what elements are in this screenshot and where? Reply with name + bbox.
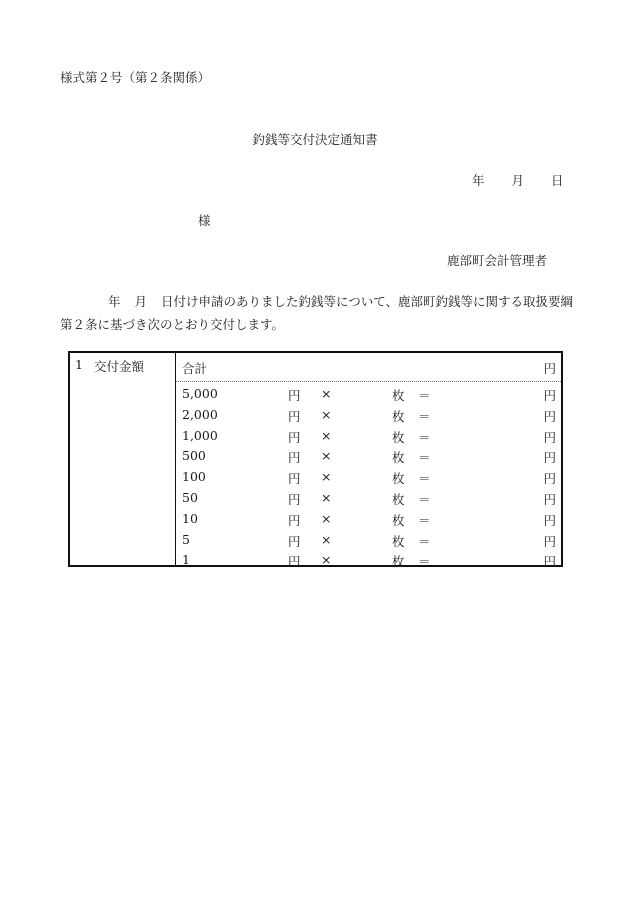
denomination-row: [176, 508, 561, 529]
denomination-value: 1,000: [182, 427, 218, 443]
denomination-value: 10: [182, 510, 198, 526]
denomination-row: [176, 425, 561, 446]
sheet-unit: 枚: [392, 471, 405, 487]
times-sign: ×: [321, 510, 332, 526]
equals-sign: ＝: [418, 554, 431, 570]
denomination-row: [176, 404, 561, 425]
sheet-unit: 枚: [392, 492, 405, 507]
times-sign: ×: [321, 448, 332, 464]
subtotal-yen-unit: 円: [543, 388, 556, 403]
sheet-unit: 枚: [392, 554, 405, 570]
times-sign: ×: [321, 490, 332, 505]
recipient-suffix: 様: [198, 213, 211, 228]
denomination-value: 2,000: [182, 406, 218, 422]
sheet-unit: 枚: [392, 512, 405, 528]
total-unit: 円: [543, 361, 556, 376]
yen-unit: 円: [288, 450, 301, 466]
denomination-row: [176, 487, 561, 508]
item-number: 1: [75, 357, 83, 372]
yen-unit: 円: [288, 554, 301, 570]
body-line2: 第２条に基づき次のとおり交付します。: [60, 317, 285, 332]
yen-unit: 円: [288, 429, 301, 445]
times-sign: ×: [321, 386, 332, 401]
denomination-value: 100: [182, 469, 206, 485]
yen-unit: 円: [288, 492, 301, 507]
item-label: 交付金額: [94, 359, 145, 374]
date-year: 年: [472, 173, 485, 188]
sheet-unit: 枚: [392, 450, 405, 466]
date-month: 月: [511, 173, 525, 188]
subtotal-yen-unit: 円: [543, 492, 556, 507]
yen-unit: 円: [288, 533, 301, 549]
denomination-value: 1: [182, 552, 190, 568]
equals-sign: ＝: [418, 388, 431, 403]
times-sign: ×: [321, 406, 332, 422]
sheet-unit: 枚: [392, 429, 405, 445]
equals-sign: ＝: [418, 492, 431, 507]
denomination-row: [176, 466, 561, 487]
body-text: [60, 290, 580, 336]
item-label-cell: [70, 353, 176, 565]
yen-unit: 円: [288, 471, 301, 487]
amount-table: [68, 351, 563, 570]
subtotal-yen-unit: 円: [543, 471, 556, 487]
denomination-value: 5: [182, 531, 190, 547]
equals-sign: ＝: [418, 512, 431, 528]
equals-sign: ＝: [418, 533, 431, 549]
body-month: 月: [134, 294, 148, 309]
times-sign: ×: [321, 531, 332, 547]
date-day: 日: [551, 173, 564, 188]
subtotal-yen-unit: 円: [543, 554, 556, 570]
issuer: 鹿部町会計管理者: [447, 253, 548, 268]
times-sign: ×: [321, 552, 332, 568]
yen-unit: 円: [288, 408, 301, 424]
sheet-unit: 枚: [392, 408, 405, 424]
yen-unit: 円: [288, 388, 301, 403]
document-title: 釣銭等交付決定通知書: [252, 132, 378, 147]
equals-sign: ＝: [418, 450, 431, 466]
equals-sign: ＝: [418, 408, 431, 424]
body-year: 年: [108, 294, 121, 309]
form-number: 様式第２号（第２条関係）: [60, 70, 211, 85]
subtotal-yen-unit: 円: [543, 512, 556, 528]
equals-sign: ＝: [418, 471, 431, 487]
body-line1: 日付け申請のありました釣銭等について、鹿部町釣銭等に関する取扱要綱: [161, 294, 574, 309]
denomination-value: 50: [182, 490, 198, 505]
subtotal-yen-unit: 円: [543, 533, 556, 549]
times-sign: ×: [321, 469, 332, 485]
date-line: [472, 171, 564, 189]
subtotal-yen-unit: 円: [543, 408, 556, 424]
sheet-unit: 枚: [392, 388, 405, 403]
denomination-row: [176, 529, 561, 550]
times-sign: ×: [321, 427, 332, 443]
yen-unit: 円: [288, 512, 301, 528]
subtotal-yen-unit: 円: [543, 450, 556, 466]
denomination-row: [176, 383, 561, 404]
subtotal-yen-unit: 円: [543, 429, 556, 445]
sheet-unit: 枚: [392, 533, 405, 549]
total-row: [176, 357, 561, 382]
total-label: 合計: [182, 361, 208, 376]
equals-sign: ＝: [418, 429, 431, 445]
denomination-value: 500: [182, 448, 206, 464]
denomination-row: [176, 445, 561, 466]
denomination-row: [176, 549, 561, 570]
denomination-value: 5,000: [182, 386, 218, 401]
